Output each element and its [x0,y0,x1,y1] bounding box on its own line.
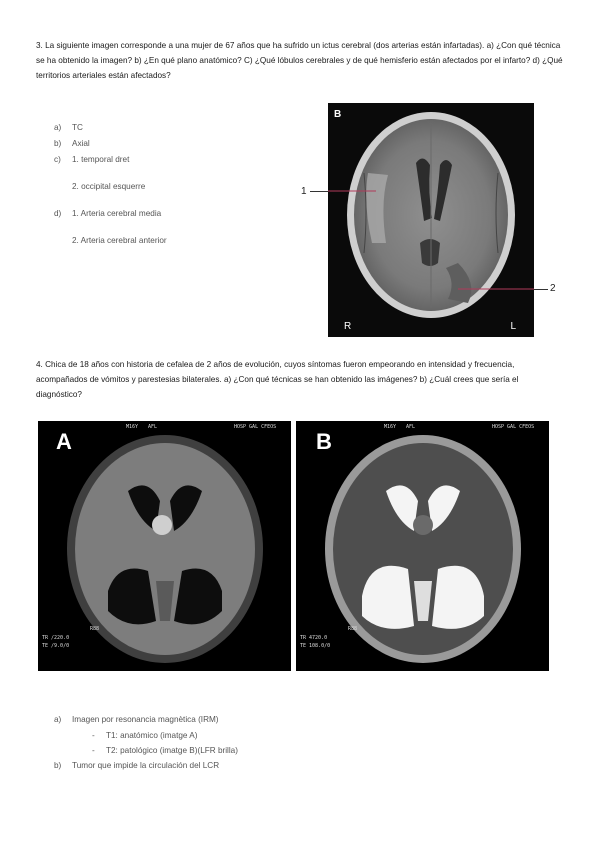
answer-label: a) [54,123,62,132]
mri-a-top-2: AFL [148,424,158,430]
answer-text: TC [72,123,83,132]
answer-text: Imagen por resonancia magnètica (IRM) [72,715,219,724]
answer-text: 1. Arteria cerebral media [72,209,162,218]
question-4-answers [54,713,238,775]
mri-image-b [296,421,549,671]
question-3-text: 3. La siguiente imagen corresponde a una mujer de 67 años que ha sufrido un ictus cerebral (dos arterias están infartadas). a) ¿Con qué técnica se ha obtenido la imagen? b) ¿En qué plano anatómico? C) ¿Qué lóbulos cerebrales y de qué hemisferio están afectados por el infarto? d) ¿Qué territorios arteriales están afectados? [36,41,563,80]
mri-b-panel-label: B [316,429,332,454]
pointer-1-line [310,191,328,192]
mri-b-tr: TR 4720.0 [300,635,328,641]
answer-subitem: T2: patológico (imatge B)(LFR brilla) [106,746,238,755]
answer-text: Axial [72,139,90,148]
answer-label: c) [54,155,61,164]
question-4-text: 4. Chica de 18 años con historia de cefalea de 2 años de evolución, cuyos síntomas fueron empeorando en intensidad y frecuencia, acompañados de vómitos y parestesias bilaterales. a) ¿Con qué técnicas se han obtenido las imágenes? b) ¿Cuál crees que sería el diagnóstico? [36,360,519,399]
ct-right-label: R [344,321,352,332]
ct-panel-label: B [334,109,342,120]
pointer-1-label: 1 [301,186,307,197]
mri-b-top-3: HOSP GAL CFEOS [492,424,535,430]
mri-b-te: TE 108.0/0 [300,643,331,649]
ct-scan-image [328,103,534,337]
answer-text: Tumor que impide la circulación del LCR [72,761,220,770]
answer-text: 1. temporal dret [72,155,130,164]
mri-a-top-3: HOSP GAL CFEOS [234,424,277,430]
answer-label: b) [54,139,62,148]
mri-a-top-1: M16Y [126,424,139,430]
answer-label: a) [54,715,62,724]
ct-left-label: L [510,321,516,332]
answer-text-extra: 2. occipital esquerre [72,182,146,191]
answer-label: b) [54,761,62,770]
mri-a-tr: TR /220.0 [42,635,70,641]
answer-dash: - [92,731,95,740]
answer-label: d) [54,209,62,218]
mri-a-te: TE /9.0/0 [42,643,70,649]
answer-dash: - [92,746,95,755]
mri-b-side: R88 [348,626,358,632]
mri-b-top-2: AFL [406,424,416,430]
mri-a-side: R88 [90,626,100,632]
pointer-2-label: 2 [550,283,556,294]
mri-image-a [38,421,291,671]
answer-subitem: T1: anatómico (imatge A) [106,731,198,740]
pointer-2-line [534,289,548,290]
question-3-answers [54,121,167,250]
mri-b-top-1: M16Y [384,424,397,430]
answer-text-extra: 2. Arteria cerebral anterior [72,236,167,245]
mri-a-panel-label: A [56,429,72,454]
